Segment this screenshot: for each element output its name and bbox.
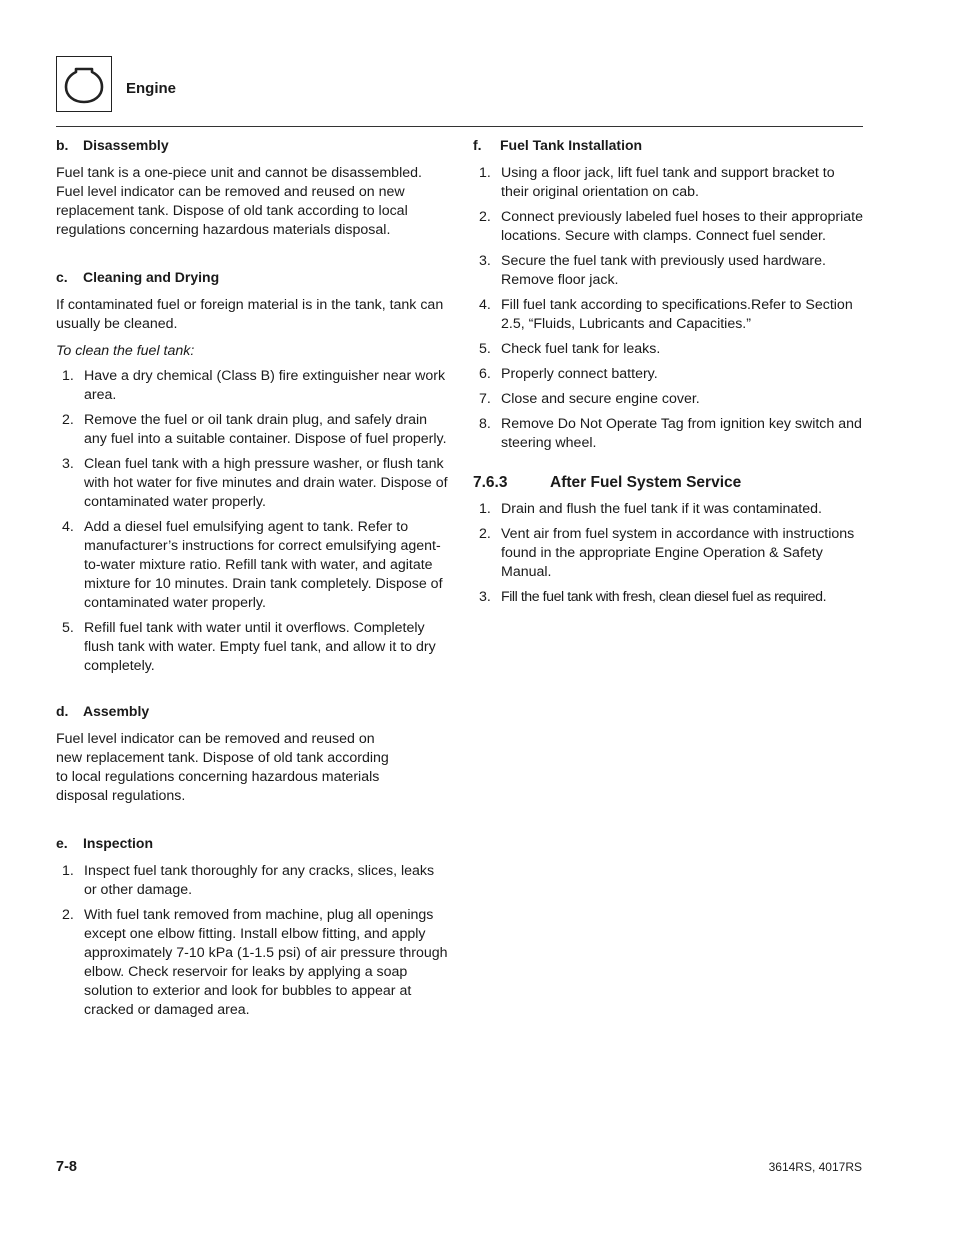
list-item (56, 518, 448, 613)
section-title: Engine (126, 80, 177, 97)
disassembly-title: Disassembly (83, 137, 169, 153)
assembly-text: Fuel level indicator can be removed and reused on new replacement tank. Dispose of old tank according to local regulations concerning hazardous materials disposal regulations. (56, 731, 389, 804)
list-item (473, 252, 865, 290)
list-item (473, 390, 865, 409)
list-item (56, 619, 448, 676)
installation-letter: f. (473, 137, 482, 153)
engine-icon-box (56, 56, 112, 112)
list-item (56, 862, 448, 900)
step-text: Have a dry chemical (Class B) fire extinguisher near work area. (84, 368, 446, 403)
step-number: 1. (62, 368, 74, 384)
step-text: Check fuel tank for leaks. (501, 341, 661, 357)
step-number: 3. (479, 253, 491, 269)
assembly-letter: d. (56, 703, 69, 719)
disassembly-heading (56, 136, 448, 155)
step-text: Add a diesel fuel emulsifying agent to tank. Refer to manufacturer’s instructions for correct emulsifying agent-to-water mixture ratio. Refill tank with water, and agitate mixture for 10 minutes. Drain tank completely. Dispose of contaminated water properly. (84, 519, 443, 611)
step-number: 8. (479, 416, 491, 432)
engine-icon (62, 62, 106, 106)
step-number: 2. (62, 412, 74, 428)
after-service-number: 7.6.3 (473, 474, 508, 491)
step-number: 1. (62, 863, 74, 879)
left-column (56, 136, 448, 1026)
page-number: 7-8 (56, 1159, 77, 1175)
list-item (473, 415, 865, 453)
disassembly-text: Fuel tank is a one-piece unit and cannot be disassembled. Fuel level indicator can be removed and reused on new replacement tank. Dispose of old tank according to local regulations concerning hazardous materials disposal. (56, 165, 422, 238)
step-text: Vent air from fuel system in accordance with instructions found in the appropriate Engine Operation & Safety Manual. (501, 526, 855, 580)
after-service-heading (473, 473, 865, 492)
inspection-title: Inspection (83, 835, 154, 851)
step-text: Refill fuel tank with water until it overflows. Completely flush tank with water. Empty fuel tank, and allow it to dry completely. (84, 620, 436, 674)
list-item (473, 525, 865, 582)
after-service-steps (473, 500, 865, 607)
cleaning-steps (56, 367, 448, 676)
step-number: 7. (479, 391, 491, 407)
step-text: Connect previously labeled fuel hoses to their appropriate locations. Secure with clamps. Connect fuel sender. (501, 209, 864, 244)
list-item (56, 411, 448, 449)
step-number: 1. (479, 501, 491, 517)
step-text: Properly connect battery. (501, 366, 658, 382)
step-text: Clean fuel tank with a high pressure washer, or flush tank with hot water for five minutes and drain water. Dispose of contaminated water properly. (84, 456, 448, 510)
list-item (56, 906, 448, 1020)
assembly-title: Assembly (83, 703, 150, 719)
step-number: 3. (479, 589, 491, 605)
cleaning-intro: To clean the fuel tank: (56, 343, 195, 359)
step-text: Fill the fuel tank with fresh, clean diesel fuel as required. (501, 589, 827, 605)
cleaning-heading (56, 268, 448, 287)
step-text: Fill fuel tank according to specifications.Refer to Section 2.5, “Fluids, Lubricants and Capacities.” (501, 297, 853, 332)
inspection-steps (56, 862, 448, 1020)
inspection-letter: e. (56, 835, 68, 851)
list-item (473, 164, 865, 202)
after-service-title: After Fuel System Service (550, 474, 742, 491)
step-number: 2. (62, 907, 74, 923)
step-number: 5. (62, 620, 74, 636)
list-item (473, 296, 865, 334)
list-item (56, 455, 448, 512)
step-text: Remove the fuel or oil tank drain plug, and safely drain any fuel into a suitable container. Dispose of fuel properly. (84, 412, 447, 447)
header-rule (56, 126, 863, 127)
cleaning-letter: c. (56, 269, 68, 285)
list-item (473, 588, 865, 607)
inspection-heading (56, 834, 448, 853)
step-text: Using a floor jack, lift fuel tank and support bracket to their original orientation on cab. (501, 165, 835, 200)
assembly-heading (56, 702, 448, 721)
step-text: Inspect fuel tank thoroughly for any cracks, slices, leaks or other damage. (84, 863, 435, 898)
model-code: 3614RS, 4017RS (768, 1160, 862, 1174)
installation-title: Fuel Tank Installation (500, 137, 643, 153)
step-number: 4. (479, 297, 491, 313)
installation-heading (473, 136, 865, 155)
step-number: 1. (479, 165, 491, 181)
step-number: 3. (62, 456, 74, 472)
step-text: Drain and flush the fuel tank if it was contaminated. (501, 501, 822, 517)
list-item (473, 500, 865, 519)
list-item (473, 365, 865, 384)
step-number: 4. (62, 519, 74, 535)
cleaning-title: Cleaning and Drying (83, 269, 220, 285)
step-text: Close and secure engine cover. (501, 391, 700, 407)
right-column (473, 136, 865, 613)
step-text: With fuel tank removed from machine, plug all openings except one elbow fitting. Install elbow fitting, and apply approximately 7-10 kPa (1-1.5 psi) of air pressure through elbow. Check reservoir for leaks by applying a soap solution to exterior and look for bubbles to appear at cracked or damaged area. (84, 907, 448, 1018)
step-number: 5. (479, 341, 491, 357)
list-item (473, 340, 865, 359)
step-number: 2. (479, 209, 491, 225)
list-item (473, 208, 865, 246)
step-number: 6. (479, 366, 491, 382)
step-number: 2. (479, 526, 491, 542)
step-text: Secure the fuel tank with previously used hardware. Remove floor jack. (501, 253, 826, 288)
cleaning-text: If contaminated fuel or foreign material is in the tank, tank can usually be cleaned. (56, 297, 444, 332)
step-text: Remove Do Not Operate Tag from ignition key switch and steering wheel. (501, 416, 862, 451)
installation-steps (473, 164, 865, 453)
disassembly-letter: b. (56, 137, 69, 153)
list-item (56, 367, 448, 405)
